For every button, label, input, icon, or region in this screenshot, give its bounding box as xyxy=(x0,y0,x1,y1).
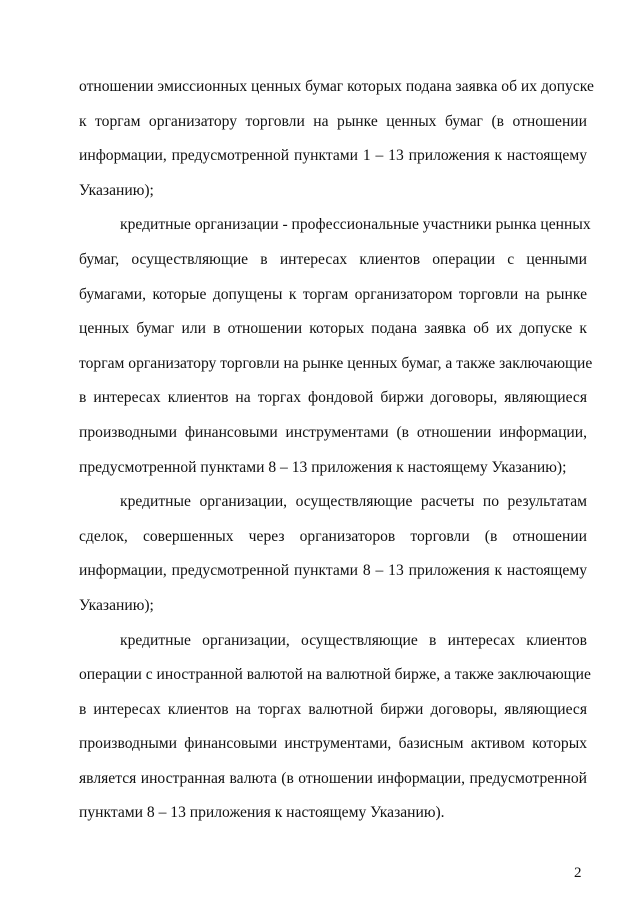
text-line: отношении эмиссионных ценных бумаг которых подана заявка об их допуске xyxy=(79,78,594,95)
text-line: кредитные организации, осуществляющие расчеты по результатам xyxy=(120,493,587,511)
document-page xyxy=(79,70,594,831)
text-line: в интересах клиентов на торгах фондовой биржи договоры, являющиеся xyxy=(79,389,587,407)
text-line: в интересах клиентов на торгах валютной биржи договоры, являющиеся xyxy=(79,700,587,718)
paragraph-2 xyxy=(79,208,593,485)
text-line: кредитные организации, осуществляющие в интересах клиентов xyxy=(120,631,587,649)
text-line: торгам организатору торговли на рынке ценных бумаг, а также заключающие xyxy=(79,354,593,372)
text-line: предусмотренной пунктами 8 – 13 приложения к настоящему Указанию); xyxy=(79,458,567,476)
text-line: информации, предусмотренной пунктами 1 – 13 приложения к настоящему xyxy=(79,147,587,165)
text-line: производными финансовыми инструментами, базисным активом которых xyxy=(79,735,587,753)
paragraph-1 xyxy=(79,70,594,208)
text-line: бумагами, которые допущены к торгам организатором торговли на рынке xyxy=(79,285,587,303)
text-line: бумаг, осуществляющие в интересах клиентов операции с ценными xyxy=(79,250,587,268)
paragraph-4 xyxy=(79,624,591,832)
text-line: кредитные организации - профессиональные участники рынка ценных xyxy=(120,216,591,234)
text-line: информации, предусмотренной пунктами 8 – 13 приложения к настоящему xyxy=(79,562,587,580)
text-line: ценных бумаг или в отношении которых подана заявка об их допуске к xyxy=(79,320,587,338)
text-line: является иностранная валюта (в отношении информации, предусмотренной xyxy=(79,769,587,787)
page-number: 2 xyxy=(574,865,582,881)
text-line: к торгам организатору торговли на рынке ценных бумаг (в отношении xyxy=(79,112,587,130)
text-line: пунктами 8 – 13 приложения к настоящему Указанию). xyxy=(79,804,445,822)
text-line: Указанию); xyxy=(79,596,154,614)
text-line: производными финансовыми инструментами (в отношении информации, xyxy=(79,423,587,441)
text-line: Указанию); xyxy=(79,181,154,199)
text-line: сделок, совершенных через организаторов торговли (в отношении xyxy=(79,527,587,545)
paragraph-3 xyxy=(79,485,587,623)
text-line: операции с иностранной валютой на валютной бирже, а также заключающие xyxy=(79,666,591,684)
